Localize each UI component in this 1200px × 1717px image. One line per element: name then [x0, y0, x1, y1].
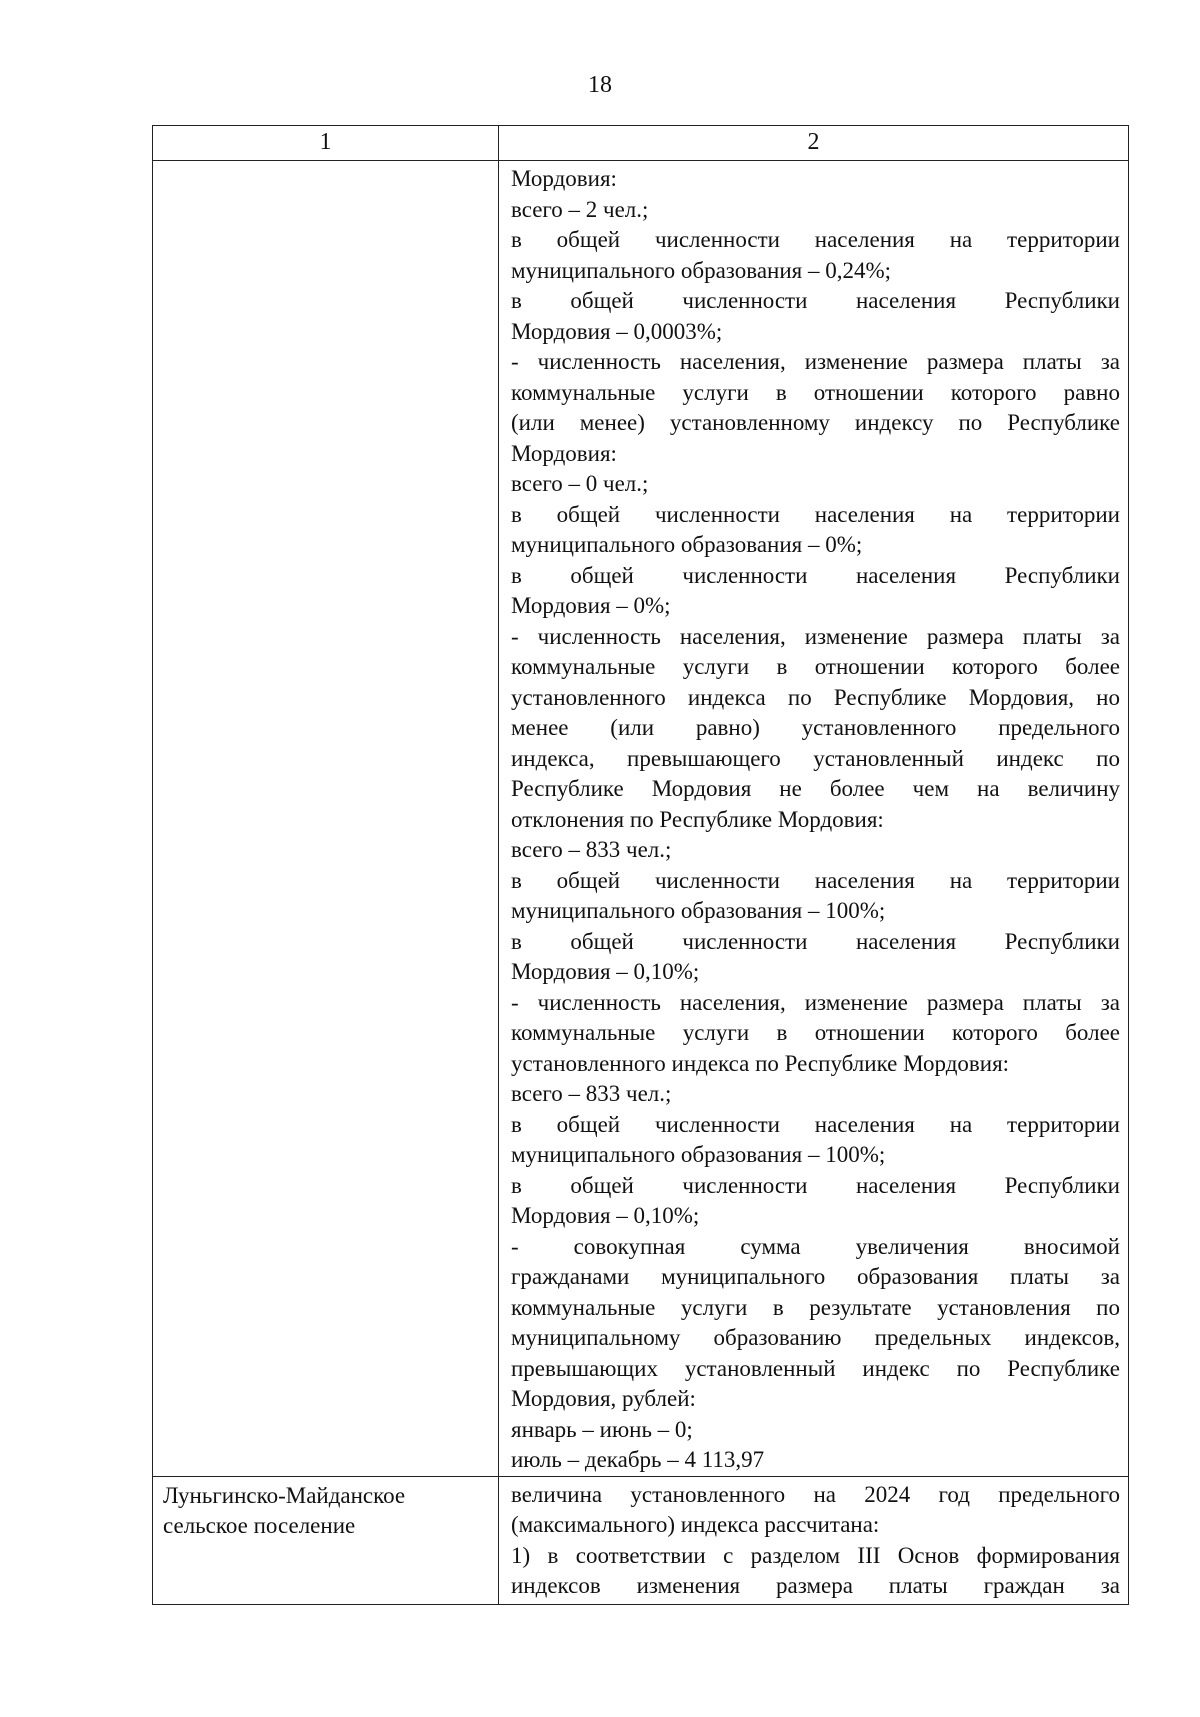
text-line: в общей численности населения Республики: [511, 288, 1120, 313]
text-line: коммунальные услуги в результате установления по: [511, 1294, 1120, 1320]
text-line: превышающих установленный индекс по Республике: [511, 1355, 1120, 1381]
table-row: [153, 1476, 1129, 1604]
text-line: в общей численности населения на территории: [511, 501, 1120, 527]
text-line: Мордовия:: [511, 440, 617, 466]
table-header-row: [153, 126, 1129, 161]
text-line: коммунальные услуги в отношении которого равно: [511, 379, 1120, 405]
text-line: в общей численности населения Республики: [511, 1172, 1120, 1198]
column-header-2: 2: [499, 126, 1129, 161]
text-line: индексов изменения размера платы граждан за: [511, 1573, 1120, 1598]
description-cell: [499, 1476, 1129, 1604]
text-line: менее (или равно) установленного предельного: [511, 715, 1120, 740]
text-line: всего – 833 чел.;: [511, 1081, 672, 1106]
text-line: (или менее) установленному индексу по Республике: [511, 410, 1120, 435]
text-line: муниципального образования – 100%;: [511, 898, 886, 923]
text-line: отклонения по Республике Мордовия:: [511, 806, 884, 832]
text-line: установленного индекса по Республике Мордовия, но: [511, 684, 1120, 710]
text-line: Мордовия – 0,10%;: [511, 1203, 700, 1228]
text-line: Мордовия – 0,0003%;: [511, 318, 723, 344]
text-line: в общей численности населения Республики: [511, 928, 1120, 954]
text-line: - совокупная сумма увеличения вносимой: [511, 1233, 1120, 1259]
text-line: в общей численности населения Республики: [511, 562, 1120, 588]
text-line: гражданами муниципального образования платы за: [511, 1264, 1120, 1289]
text-line: Республике Мордовия не более чем на величину: [511, 776, 1120, 801]
text-line: 1) в соответствии с разделом III Основ формирования: [511, 1542, 1120, 1568]
text-line: муниципального образования – 100%;: [511, 1142, 886, 1167]
text-line: - численность населения, изменение размера платы за: [511, 349, 1120, 374]
text-line: индекса, превышающего установленный индекс по: [511, 745, 1120, 771]
settlement-name-cell: [153, 161, 499, 1477]
text-line: коммунальные услуги в отношении которого более: [511, 1020, 1120, 1045]
text-line: величина установленного на 2024 год предельного: [511, 1481, 1120, 1507]
text-line: всего – 2 чел.;: [511, 196, 649, 222]
document-table: [152, 125, 1129, 1605]
text-line: Мордовия – 0,10%;: [511, 959, 700, 984]
text-line: Мордовия:: [511, 166, 617, 191]
text-line: коммунальные услуги в отношении которого более: [511, 654, 1120, 679]
text-line: всего – 833 чел.;: [511, 837, 672, 862]
settlement-name-cell: Луньгинско-Майданское сельское поселение: [153, 1476, 499, 1604]
column-header-1: 1: [153, 126, 499, 161]
text-line: установленного индекса по Республике Мордовия:: [511, 1050, 1010, 1076]
text-line: Мордовия – 0%;: [511, 593, 671, 618]
text-line: муниципального образования – 0,24%;: [511, 257, 892, 283]
table-row: [153, 161, 1129, 1477]
text-line: муниципального образования – 0%;: [511, 532, 863, 557]
text-line: муниципальному образованию предельных индексов,: [511, 1325, 1120, 1350]
text-line: (максимального) индекса рассчитана:: [511, 1512, 880, 1537]
text-line: Мордовия, рублей:: [511, 1386, 696, 1411]
text-line: в общей численности населения на территории: [511, 867, 1120, 893]
text-line: июль – декабрь – 4 113,97: [511, 1447, 765, 1472]
text-line: январь – июнь – 0;: [511, 1416, 693, 1442]
text-line: в общей численности населения на территории: [511, 227, 1120, 252]
page-number: 18: [588, 72, 612, 98]
description-cell: [499, 161, 1129, 1477]
text-line: - численность населения, изменение размера платы за: [511, 989, 1120, 1015]
text-line: в общей численности населения на территории: [511, 1111, 1120, 1137]
text-line: всего – 0 чел.;: [511, 471, 649, 496]
text-line: - численность населения, изменение размера платы за: [511, 623, 1120, 649]
